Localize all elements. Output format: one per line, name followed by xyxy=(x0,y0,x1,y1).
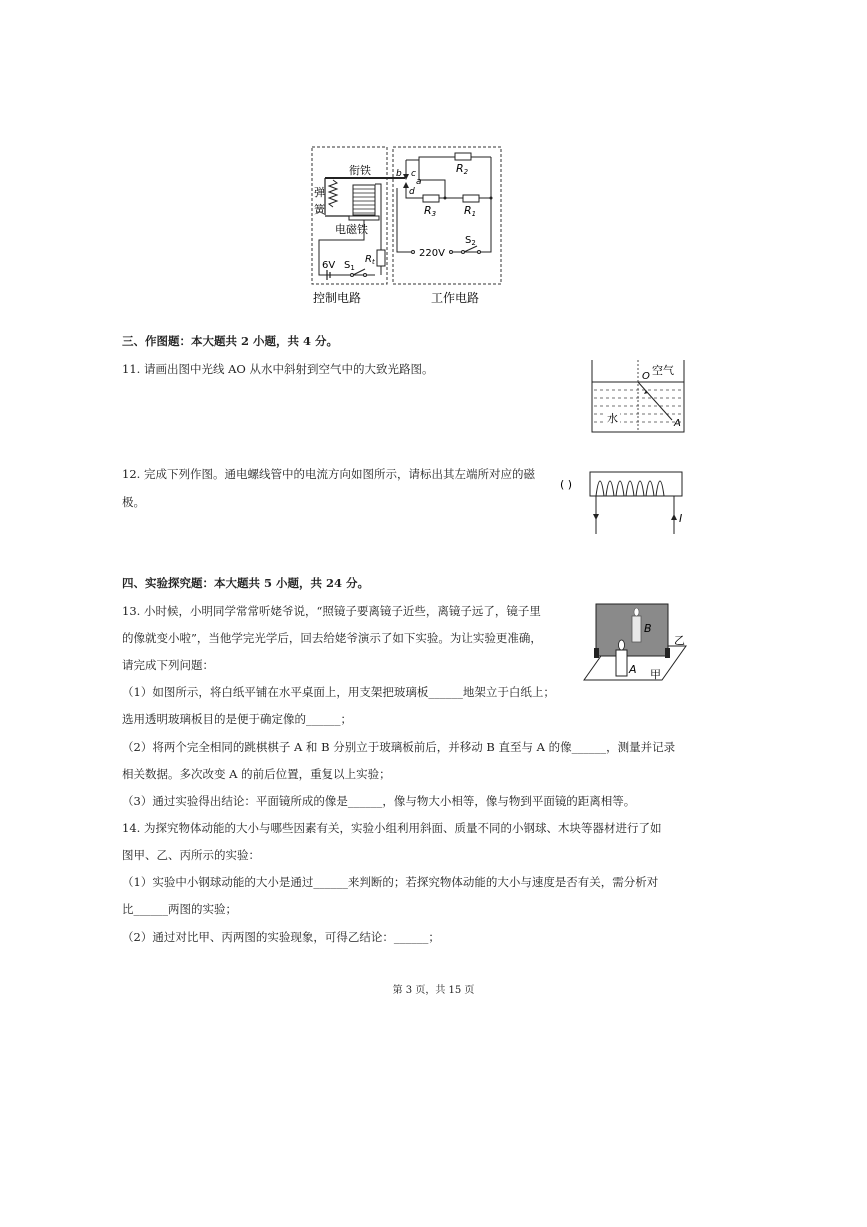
armature-label: 衔铁 xyxy=(349,164,371,177)
chess-a-label: A xyxy=(629,663,637,676)
thermistor-icon xyxy=(377,250,385,266)
work-circuit-caption: 工作电路 xyxy=(431,291,480,305)
label-jia: 甲 xyxy=(650,668,661,681)
current-up-arrow-icon xyxy=(671,514,677,520)
q14-part1-line1: （1）实验中小钢球动能的大小是通过______来判断的；若探究物体动能的大小与速度是否有关，需分析对 xyxy=(122,875,659,889)
contact-c-label: c xyxy=(411,169,416,179)
q13-part1-line1: （1）如图所示，将白纸平铺在水平桌面上，用支架把玻璃板______地架立于白纸上； xyxy=(122,685,555,699)
water-label: 水 xyxy=(607,412,618,425)
battery-6v-label: 6V xyxy=(322,260,336,271)
q13-text-line1: 13. 小时候，小明同学常常听姥爷说，“照镜子要离镜子近些，离镜子远了，镜子里 xyxy=(122,604,541,618)
contact-a-label: a xyxy=(416,177,422,187)
q13-part3: （3）通过实验得出结论：平面镜所成的像是______，像与物大小相等，像与物到平面镜的距离相等。 xyxy=(122,794,636,808)
q12-text-line2: 极。 xyxy=(122,495,145,509)
point-a-label: A xyxy=(674,418,681,429)
coil-icon xyxy=(353,189,375,213)
contact-d-label: d xyxy=(409,187,415,197)
q13-part2-line1: （2）将两个完全相同的跳棋棋子 A 和 B 分别立于玻璃板前后，并移动 B 直至与 A 的像______，测量并记录 xyxy=(122,740,676,754)
relay-circuit-figure xyxy=(305,140,510,310)
q14-part2: （2）通过对比甲、丙两图的实验现象，可得乙结论：______； xyxy=(122,930,440,944)
q14-text-line2: 图甲、乙、丙所示的实验： xyxy=(122,848,260,862)
r1-label: R1 xyxy=(464,204,477,218)
point-o-label: O xyxy=(642,371,650,382)
q13-part2-line2: 相关数据。多次改变 A 的前后位置，重复以上实验； xyxy=(122,767,391,781)
page-number: 第 3 页，共 15 页 xyxy=(392,985,475,996)
q14-text-line1: 14. 为探究物体动能的大小与哪些因素有关，实验小组利用斜面、质量不同的小钢球、木块等器材进行了如 xyxy=(122,821,662,835)
q13-text-line2: 的像就变小啦”，当他学完光学后，回去给姥爷演示了如下实验。为让实验更准确， xyxy=(122,631,542,645)
spring-label-1: 弹 xyxy=(314,186,325,199)
control-circuit-caption: 控制电路 xyxy=(313,291,362,305)
spring-icon xyxy=(329,180,337,207)
spring-label-2: 簧 xyxy=(314,203,325,216)
s1-label: $S_1$ xyxy=(344,260,355,272)
chess-b-label: B xyxy=(644,622,652,635)
electromagnet-label: 电磁铁 xyxy=(335,223,368,236)
q13-text-line3: 请完成下列问题： xyxy=(122,658,214,672)
plane-mirror-figure xyxy=(578,598,693,686)
r3-label: R3 xyxy=(424,204,437,218)
solenoid-coil-icon xyxy=(596,481,664,496)
rt-label: $R_t$ xyxy=(365,254,375,266)
pole-answer-bracket: ( ) xyxy=(560,478,573,491)
label-yi: 乙 xyxy=(674,634,685,647)
r2-label: R2 xyxy=(456,162,469,176)
voltage-220v-label: 220V xyxy=(419,248,445,259)
air-label: 空气 xyxy=(652,364,674,377)
q12-text-line1: 12. 完成下列作图。通电螺线管中的电流方向如图所示，请标出其左端所对应的磁 xyxy=(122,467,535,481)
q11-text: 11. 请画出图中光线 AO 从水中斜射到空气中的大致光路图。 xyxy=(122,362,434,376)
solenoid-figure xyxy=(560,466,690,538)
current-label: I xyxy=(679,512,683,525)
section3-heading: 三、作图题：本大题共 2 小题，共 4 分。 xyxy=(122,334,339,348)
current-down-arrow-icon xyxy=(593,514,599,520)
s2-label: $S_2$ xyxy=(465,235,476,247)
q14-part1-line2: 比______两图的实验； xyxy=(122,902,237,916)
q13-part1-line2: 选用透明玻璃板目的是便于确定像的______； xyxy=(122,712,352,726)
work-circuit-box xyxy=(393,147,501,284)
section4-heading: 四、实验探究题：本大题共 5 小题，共 24 分。 xyxy=(122,576,370,590)
contact-b-label: b xyxy=(396,169,402,179)
water-refraction-figure xyxy=(588,358,688,436)
